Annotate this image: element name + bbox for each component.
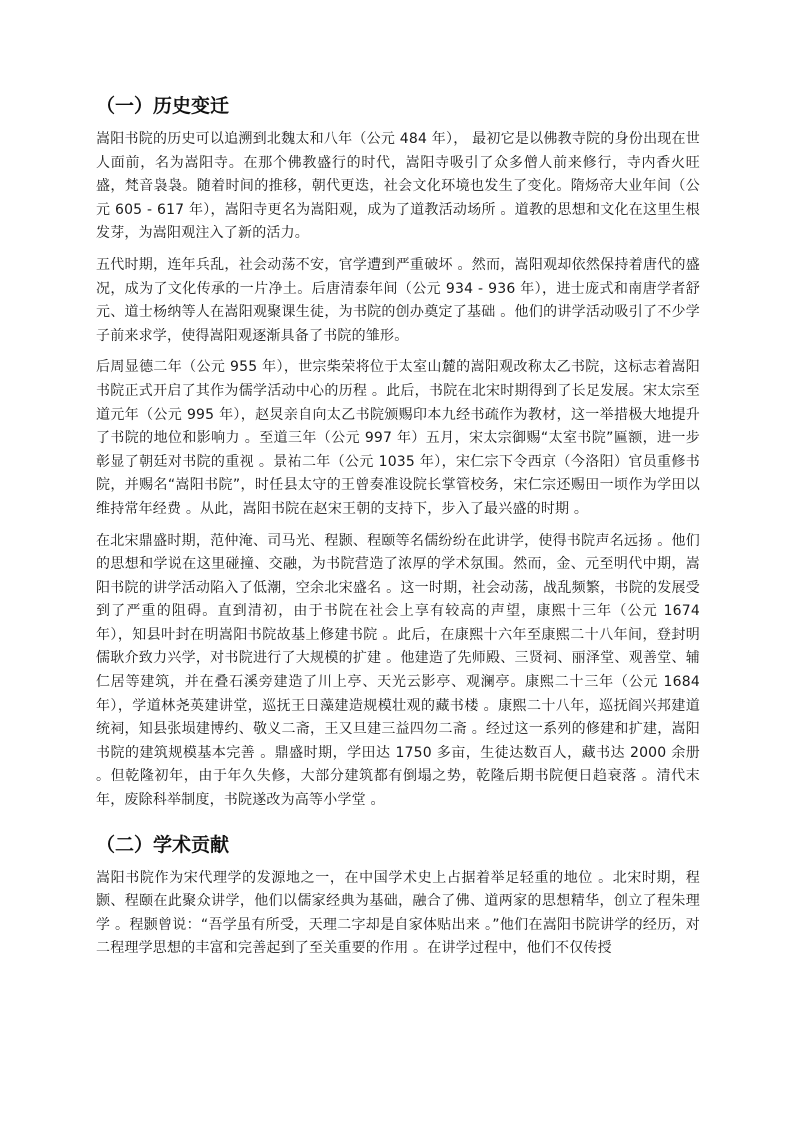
section-heading-academic: （二）学术贡献 xyxy=(96,833,230,856)
paragraph: 后周显德二年（公元 955 年），世宗柴荣将位于太室山麓的嵩阳观改称太乙书院，这标志着嵩阳书院正式开启了其作为儒学活动中心的历程 。此后，书院在北宋时期得到了长足发展。宋太宗至道元年（公元 995 年），赵炅亲自向太乙书院颁赐印本九经书疏作为教材，这一举措极大地提升了书院的地位和影响力 。至道三年（公元 997 年）五月，宋太宗御赐“太室书院”匾额，进一步彰显了朝廷对书院的重视 。景祐二年（公元 1035 年），宋仁宗下令西京（今洛阳）官员重修书院，并赐名“嵩阳书院”，时任县太守的王曾奏准设院长掌管校务，宋仁宗还赐田一顷作为学田以维持常年经费 。从此，嵩阳书院在赵宋王朝的支持下，步入了最兴盛的时期 。 xyxy=(96,359,700,517)
paragraph: 嵩阳书院的历史可以追溯到北魏太和八年（公元 484 年）， 最初它是以佛教寺院的身份出现在世人面前，名为嵩阳寺。在那个佛教盛行的时代，嵩阳寺吸引了众多僧人前来修行，寺内香火旺盛，梵音袅袅。随着时间的推移，朝代更迭，社会文化环境也发生了变化。隋炀帝大业年间（公元 605 - 617 年），嵩阳寺更名为嵩阳观，成为了道教活动场所 。道教的思想和文化在这里生根发芽，为嵩阳观注入了新的活力。 xyxy=(96,131,700,242)
paragraph: 嵩阳书院作为宋代理学的发源地之一，在中国学术史上占据着举足轻重的地位 。北宋时期，程颢、程颐在此聚众讲学，他们以儒家经典为基础，融合了佛、道两家的思想精华，创立了程朱理学 。程颢曾说：“吾学虽有所受，天理二字却是自家体贴出来 。”他们在嵩阳书院讲学的经历，对二程理学思想的丰富和完善起到了至关重要的作用 。在讲学过程中，他们不仅传授 xyxy=(96,869,700,957)
section-heading-history: （一）历史变迁 xyxy=(96,95,230,117)
paragraph: 在北宋鼎盛时期，范仲淹、司马光、程颢、程颐等名儒纷纷在此讲学，使得书院声名远扬 。他们的思想和学说在这里碰撞、交融，为书院营造了浓厚的学术氛围。然而，金、元至明代中期，嵩阳书院的讲学活动陷入了低潮，空余北宋盛名 。这一时期，社会动荡，战乱频繁，书院的发展受到了严重的阻碍。直到清初，由于书院在社会上享有较高的声望，康熙十三年（公元 1674 年），知县叶封在明嵩阳书院故基上修建书院 。此后，在康熙十六年至康熙二十八年间，登封明儒耿介致力兴学，对书院进行了大规模的扩建 。他建造了先师殿、三贤祠、丽泽堂、观善堂、辅仁居等建筑，并在叠石溪旁建造了川上亭、天光云影亭、观澜亭。康熙二十三年（公元 1684 年），学道林尧英建讲堂，巡抚王日藻建造规模壮观的藏书楼 。康熙二十八年，巡抚阎兴邦建道统祠，知县张埙建博约、敬义二斋，王又旦建三益四勿二斋 。经过这一系列的修建和扩建，嵩阳书院的建筑规模基本完善 。鼎盛时期，学田达 1750 多亩，生徒达数百人，藏书达 2000 余册 。但乾隆初年，由于年久失修，大部分建筑都有倒塌之势，乾隆后期书院便日趋衰落 。清代末年，废除科举制度，书院遂改为高等小学堂 。 xyxy=(96,532,700,809)
document-page xyxy=(96,90,700,969)
paragraph: 五代时期，连年兵乱，社会动荡不安，官学遭到严重破坏 。然而，嵩阳观却依然保持着唐代的盛况，成为了文化传承的一片净土。后唐清泰年间（公元 934 - 936 年），进士庞式和南唐学者舒元、道士杨纳等人在嵩阳观聚课生徒，为书院的创办奠定了基础 。他们的讲学活动吸引了不少学子前来求学，使得嵩阳观逐渐具备了书院的雏形。 xyxy=(96,256,700,344)
